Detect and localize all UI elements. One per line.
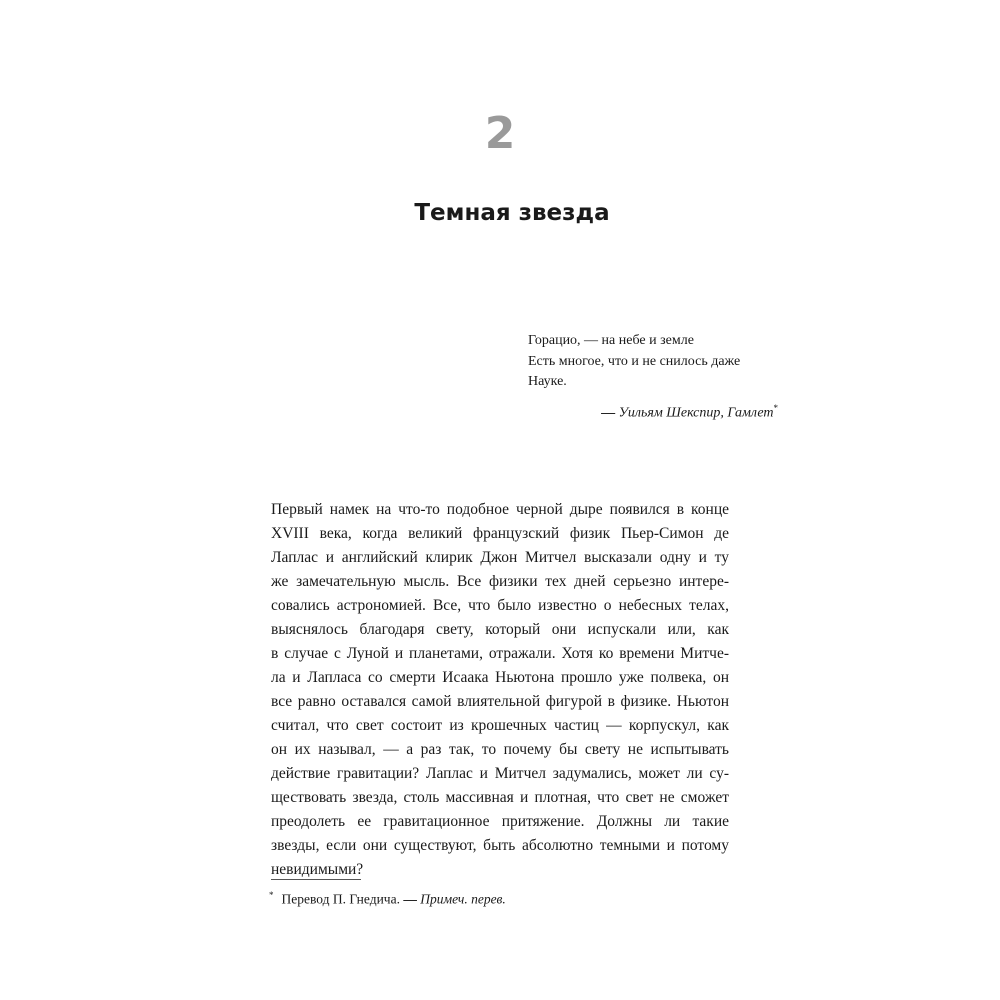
body-line: Лаплас и английский клирик Джон Митчел высказали одну и ту xyxy=(271,549,729,566)
footnote xyxy=(269,886,729,909)
body-line: преодолеть ее гравитационное притяжение. Должны ли такие xyxy=(271,813,729,830)
body-line: ла и Лапласа со смерти Исаака Ньютона прошло уже полвека, он xyxy=(271,669,729,686)
body-line: невидимыми? xyxy=(271,861,364,878)
footnote-divider xyxy=(271,879,361,880)
body-line: совались астрономией. Все, что было известно о небесных телах, xyxy=(271,597,729,614)
attribution-text: Уильям Шекспир, Гамлет xyxy=(618,405,774,421)
body-line: звезды, если они существуют, быть абсолютно темными и потому xyxy=(271,837,729,854)
footnote-marker: * xyxy=(269,890,274,900)
footnote-dash: — xyxy=(403,891,417,907)
body-line: выяснялось благодаря свету, который они испускали или, как xyxy=(271,621,729,638)
epigraph-line: Горацио, — на небе и земле xyxy=(528,333,694,348)
attribution-dash: — xyxy=(601,405,616,421)
body-line: XVIII века, когда великий французский физик Пьер-Симон де xyxy=(271,525,729,542)
footnote-marker: * xyxy=(773,402,778,413)
epigraph-line: Науке. xyxy=(528,374,567,389)
body-line: считал, что свет состоит из крошечных частиц — корпускул, как xyxy=(271,717,729,734)
footnote-text: Перевод П. Гнедича. xyxy=(281,891,400,907)
epigraph xyxy=(528,331,778,424)
epigraph-attribution xyxy=(528,398,778,424)
body-line: действие гравитации? Лаплас и Митчел задумались, может ли су- xyxy=(271,765,729,782)
chapter-number: 2 xyxy=(484,108,516,159)
body-paragraph xyxy=(271,498,729,882)
chapter-title: Темная звезда xyxy=(414,200,610,226)
body-line: Первый намек на что-то подобное черной дыре появился в конце xyxy=(271,501,729,518)
body-line: он их называл, — а раз так, то почему бы свету не испытывать xyxy=(271,741,729,758)
epigraph-line: Есть многое, что и не снилось даже xyxy=(528,353,741,369)
body-line: ществовать звезда, столь массивная и плотная, что свет не сможет xyxy=(271,789,729,806)
body-line: же замечательную мысль. Все физики тех дней серьезно интере- xyxy=(271,573,729,590)
body-line: в случае с Луной и планетами, отражали. Хотя ко времени Митче- xyxy=(271,645,729,662)
body-line: все равно оставался самой влиятельной фигурой в физике. Ньютон xyxy=(271,693,729,710)
footnote-note: Примеч. перев. xyxy=(420,891,506,907)
